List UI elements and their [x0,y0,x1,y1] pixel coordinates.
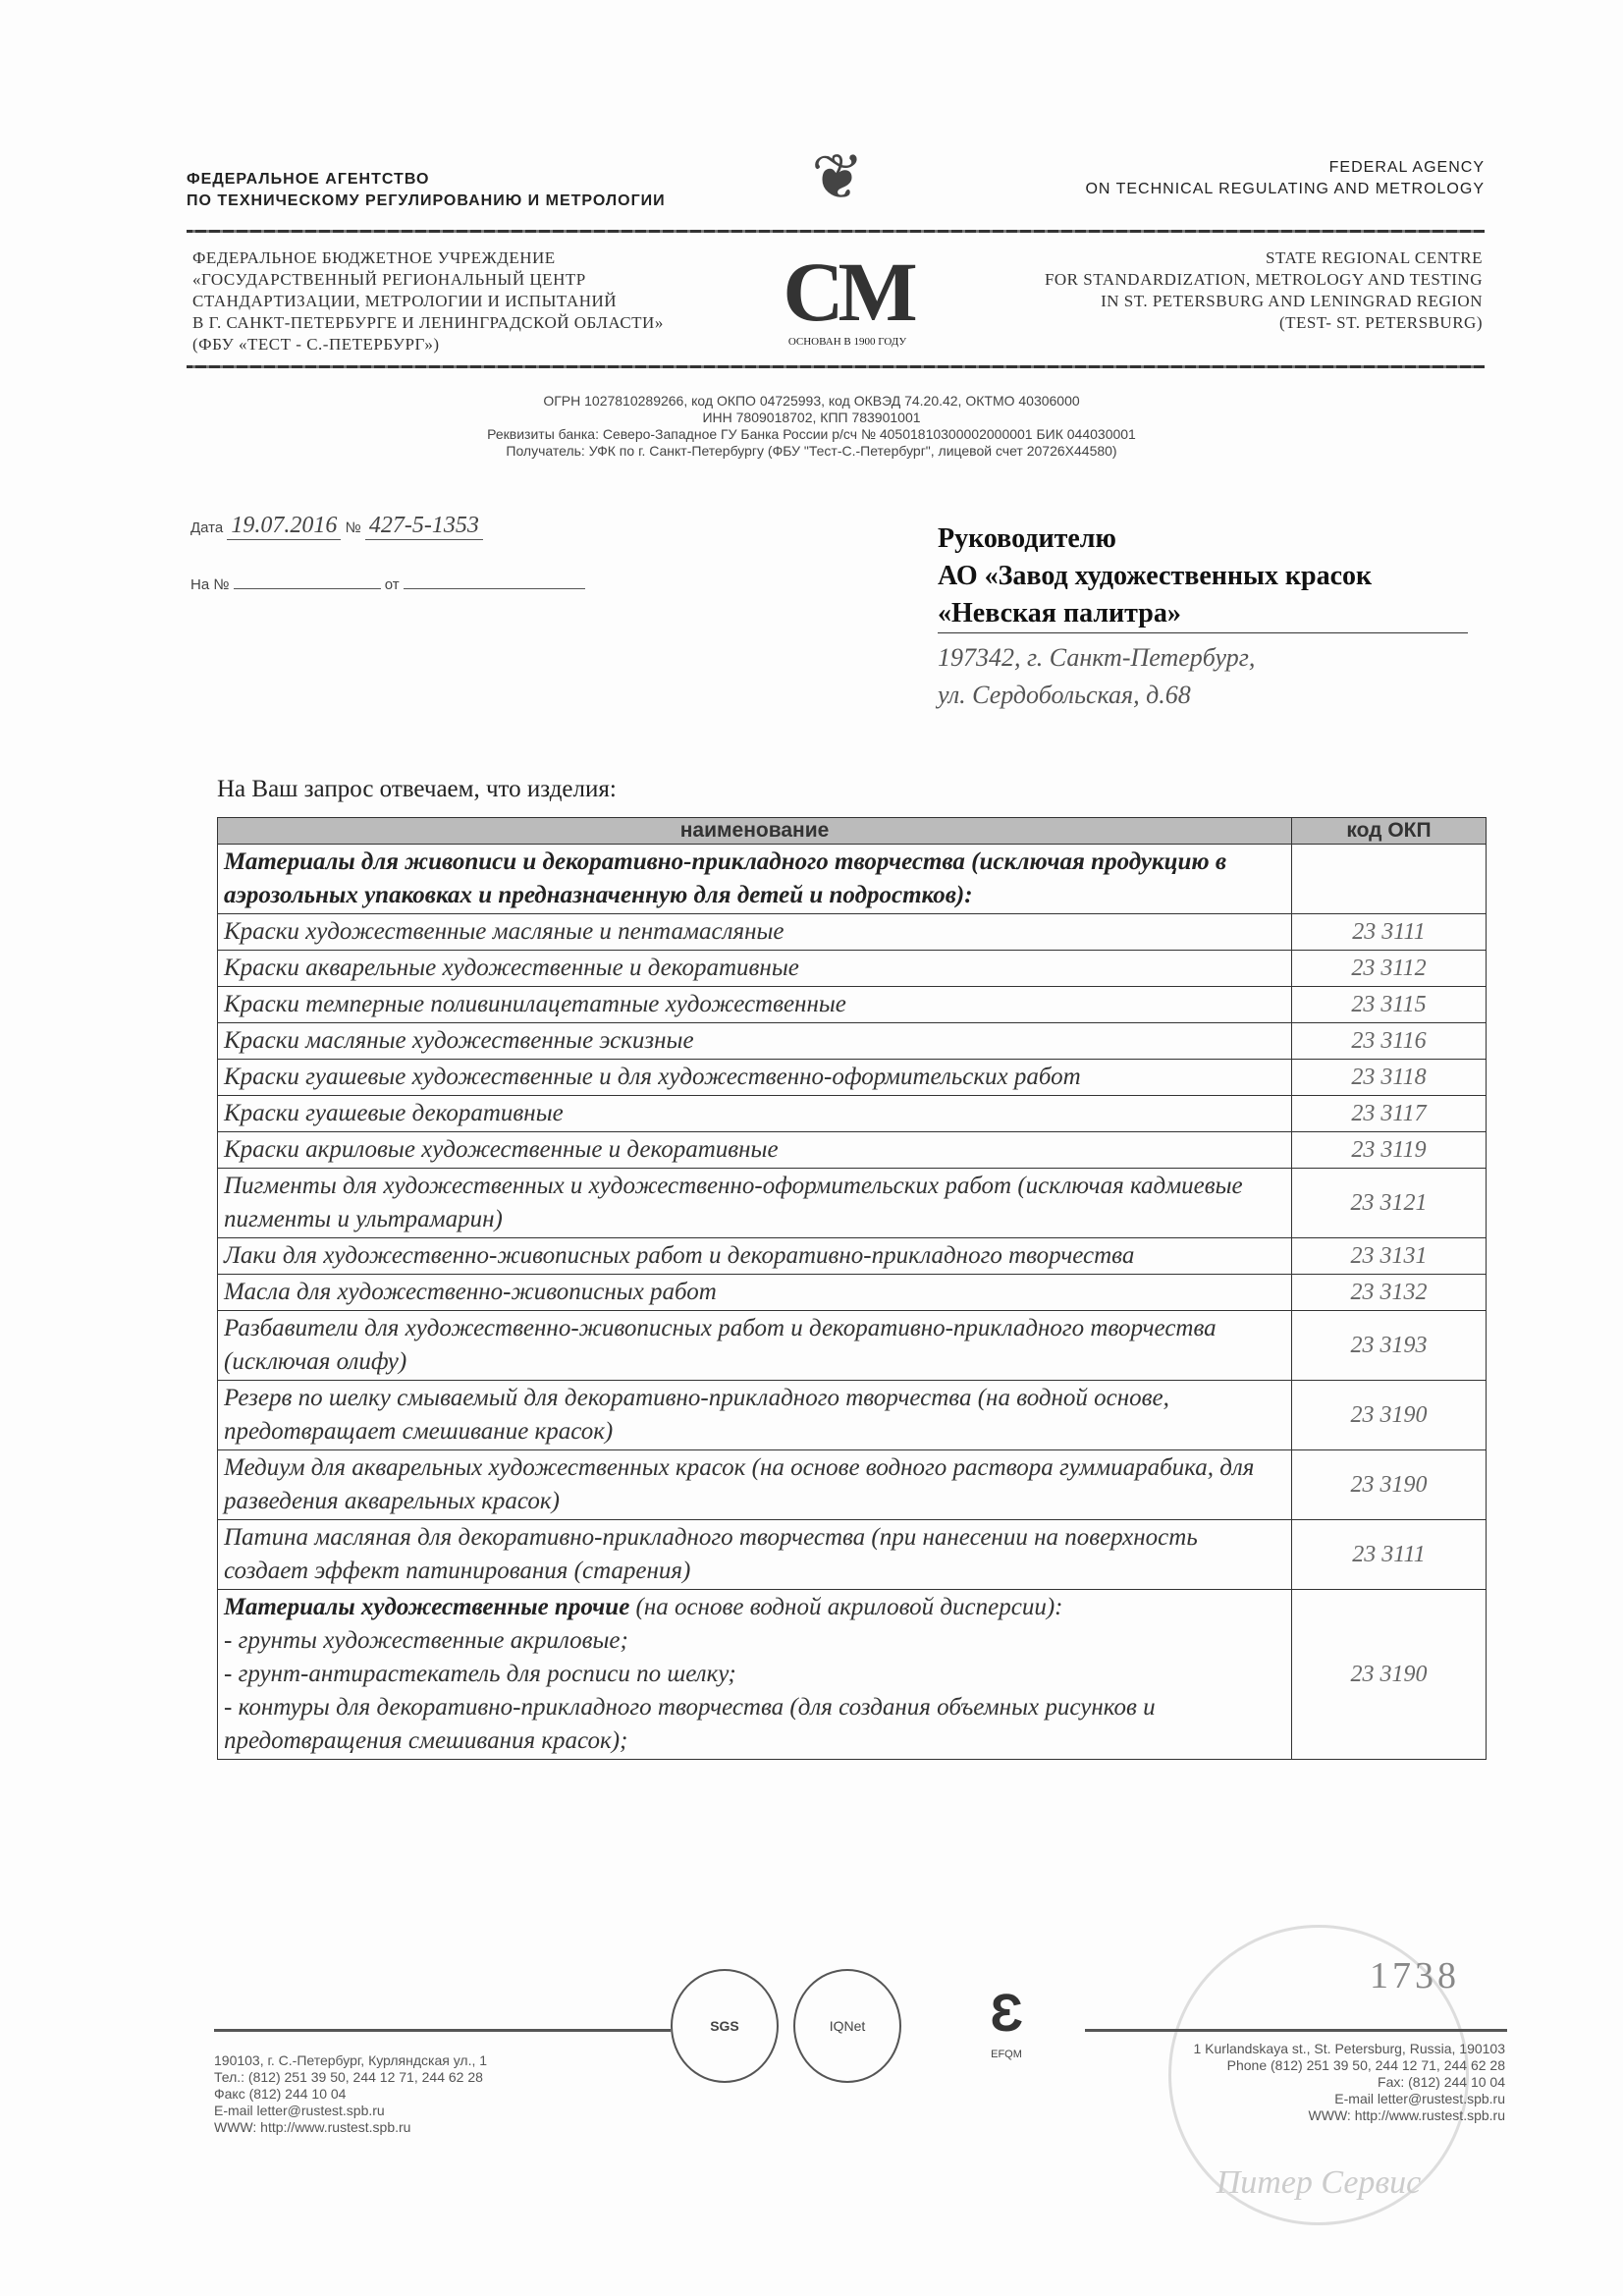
date-value: 19.07.2016 [227,513,341,540]
product-name: Разбавители для художественно-живописных работ и декоративно-прикладного творчества (исключая олифу) [218,1311,1292,1381]
ref-from-label: от [384,576,400,593]
product-name: Краски гуашевые художественные и для художественно-оформительских работ [218,1060,1292,1096]
product-name [218,1590,1292,1760]
table-row [218,1450,1487,1520]
okp-code: 23 3190 [1292,1381,1487,1450]
product-name: Краски масляные художественные эскизные [218,1023,1292,1060]
requisites-line: ОГРН 1027810289266, код ОКПО 04725993, код ОКВЭД 74.20.42, ОКТМО 40306000 [543,393,1080,409]
table-row [218,1275,1487,1311]
product-name: Резерв по шелку смываемый для декоративно-прикладного творчества (на водной основе, предотвращает смешивание красок) [218,1381,1292,1450]
okp-code: 23 3118 [1292,1060,1487,1096]
product-name: Краски акриловые художественные и декоративные [218,1132,1292,1169]
products-table [217,817,1487,1760]
product-name: Краски художественные масляные и пентамасляные [218,914,1292,951]
requisites-line: Реквизиты банка: Северо-Западное ГУ Банка России р/сч № 40501810300002000001 БИК 044030001 [487,426,1136,442]
agency-en-line: ON TECHNICAL REGULATING AND METROLOGY [1085,181,1485,197]
addressee-line: «Невская палитра» [938,595,1468,633]
address-line: 197342, г. Санкт-Петербург, [938,643,1256,672]
footer-line: 1 Kurlandskaya st., St. Petersburg, Russia, 190103 [1193,2041,1505,2056]
org-en [1045,247,1483,334]
addressee-line: АО «Завод художественных красок [938,561,1373,591]
org-en-line: IN ST. PETERSBURG AND LENINGRAD REGION [1101,292,1483,310]
footer-line: E-mail letter@rustest.spb.ru [214,2103,385,2118]
footer-line: WWW: http://www.rustest.spb.ru [214,2119,411,2135]
requisites [0,393,1623,460]
column-header-name: наименование [218,818,1292,845]
product-name: Масла для художественно-живописных работ [218,1275,1292,1311]
org-ru-line: СТАНДАРТИЗАЦИИ, МЕТРОЛОГИИ И ИСПЫТАНИЙ [192,292,618,310]
agency-ru [187,169,666,212]
table-row [218,1238,1487,1275]
product-item: - грунт-антирастекатель для росписи по шелку; [224,1661,736,1687]
agency-ru-line: ПО ТЕХНИЧЕСКОМУ РЕГУЛИРОВАНИЮ И МЕТРОЛОГИИ [187,192,666,209]
org-ru-line: (ФБУ «ТЕСТ - С.-ПЕТЕРБУРГ») [192,335,440,354]
product-item: - грунты художественные акриловые; [224,1627,628,1654]
okp-code: 23 3131 [1292,1238,1487,1275]
okp-code: 23 3193 [1292,1311,1487,1381]
efqm-logo-icon: Ɛ [990,1984,1023,2043]
ref-label: На № [190,576,230,593]
footer-line: 190103, г. С.-Петербург, Курляндская ул., 1 [214,2052,488,2068]
okp-code: 23 3190 [1292,1590,1487,1760]
footer-line: WWW: http://www.rustest.spb.ru [1308,2107,1505,2123]
footer-line: Phone (812) 251 39 50, 244 12 71, 244 62 28 [1226,2057,1505,2073]
efqm-logo [957,1979,1055,2061]
okp-code: 23 3132 [1292,1275,1487,1311]
csm-logo-icon: CM [783,245,912,339]
iqnet-logo-icon: IQNet [793,1969,901,2083]
table-row [218,1132,1487,1169]
footer-line: Тел.: (812) 251 39 50, 244 12 71, 244 62 28 [214,2069,483,2085]
footer-line: Факс (812) 244 10 04 [214,2086,347,2102]
product-group-title: Материалы художественные прочие [224,1594,630,1620]
requisites-line: ИНН 7809018702, КПП 783901001 [702,410,921,425]
product-name: Пигменты для художественных и художественно-оформительских работ (исключая кадмиевые пигменты и ультрамарин) [218,1169,1292,1238]
table-row [218,1381,1487,1450]
org-ru-line: «ГОСУДАРСТВЕННЫЙ РЕГИОНАЛЬНЫЙ ЦЕНТР [192,270,586,289]
product-name: Краски темперные поливинилацетатные художественные [218,987,1292,1023]
product-name: Краски акварельные художественные и декоративные [218,951,1292,987]
okp-code: 23 3190 [1292,1450,1487,1520]
table-row [218,1520,1487,1590]
requisites-line: Получатель: УФК по г. Санкт-Петербургу (ФБУ "Тест-С.-Петербург", лицевой счет 20726Х44580) [506,443,1117,459]
table-header [218,818,1487,845]
table-row [218,1590,1487,1760]
org-en-line: FOR STANDARDIZATION, METROLOGY AND TESTING [1044,270,1483,289]
eagle-emblem-icon: ❦ [811,141,864,212]
okp-code: 23 3111 [1292,1520,1487,1590]
org-ru-line: В Г. САНКТ-ПЕТЕРБУРГЕ И ЛЕНИНГРАДСКОЙ ОБЛАСТИ» [192,313,664,332]
okp-code: 23 3117 [1292,1096,1487,1132]
csm-logo [769,247,926,355]
agency-en-line: FEDERAL AGENCY [1328,159,1485,176]
page-number: 1738 [1370,1955,1460,1996]
footer-right [1193,2041,1505,2124]
table-section-row [218,845,1487,914]
logo-caption: ОСНОВАН В 1900 ГОДУ [787,336,907,348]
table-row [218,1096,1487,1132]
table-row [218,1311,1487,1381]
org-en-line: STATE REGIONAL CENTRE [1266,248,1483,267]
okp-code: 23 3119 [1292,1132,1487,1169]
reference-line [190,576,585,593]
table-row [218,1060,1487,1096]
okp-code: 23 3116 [1292,1023,1487,1060]
product-item: - контуры для декоративно-прикладного творчества (для создания объемных рисунков и предотвращения смешивания красок); [224,1694,1156,1754]
org-en-line: (TEST- ST. PETERSBURG) [1279,313,1483,332]
number-label: № [345,519,361,536]
table-row [218,987,1487,1023]
product-name: Патина масляная для декоративно-прикладного творчества (при нанесении на поверхность создает эффект патинирования (старения) [218,1520,1292,1590]
okp-code: 23 3121 [1292,1169,1487,1238]
org-ru-line: ФЕДЕРАЛЬНОЕ БЮДЖЕТНОЕ УЧРЕЖДЕНИЕ [192,248,556,267]
sgs-logo-icon: SGS [671,1969,779,2083]
addressee [938,520,1468,714]
org-ru [192,247,664,355]
agency-en [1085,157,1485,200]
date-label: Дата [190,519,224,536]
footer-left [214,2052,487,2136]
okp-code: 23 3112 [1292,951,1487,987]
product-name: Краски гуашевые декоративные [218,1096,1292,1132]
okp-code: 23 3115 [1292,987,1487,1023]
column-header-code: код ОКП [1292,818,1487,845]
product-name: Лаки для художественно-живописных работ и декоративно-прикладного творчества [218,1238,1292,1275]
table-row [218,1023,1487,1060]
date-line [190,513,483,540]
table-row [218,914,1487,951]
table-row [218,951,1487,987]
number-value: 427-5-1353 [365,513,483,540]
intro-text: На Ваш запрос отвечаем, что изделия: [217,776,617,802]
product-group-note: (на основе водной акриловой дисперсии): [629,1594,1063,1620]
agency-ru-line: ФЕДЕРАЛЬНОЕ АГЕНТСТВО [187,171,430,188]
table-row [218,1169,1487,1238]
address-line: ул. Сердобольская, д.68 [938,681,1191,709]
efqm-label: EFQM [991,2049,1022,2060]
footer-line: E-mail letter@rustest.spb.ru [1334,2091,1505,2106]
section-title: Материалы для живописи и декоративно-прикладного творчества (исключая продукцию в аэрозольных упаковках и предназначенную для детей и подростков): [218,845,1292,914]
okp-code: 23 3111 [1292,914,1487,951]
addressee-line: Руководителю [938,523,1116,554]
footer-rule [214,2029,671,2032]
header-rule [187,230,1485,233]
product-name: Медиум для акварельных художественных красок (на основе водного раствора гуммиарабика, для разведения акварельных красок) [218,1450,1292,1520]
stamp-text: Питер Сервис [1216,2164,1422,2201]
footer-line: Fax: (812) 244 10 04 [1378,2074,1505,2090]
header-rule [187,365,1485,368]
footer-rule [1085,2029,1507,2032]
